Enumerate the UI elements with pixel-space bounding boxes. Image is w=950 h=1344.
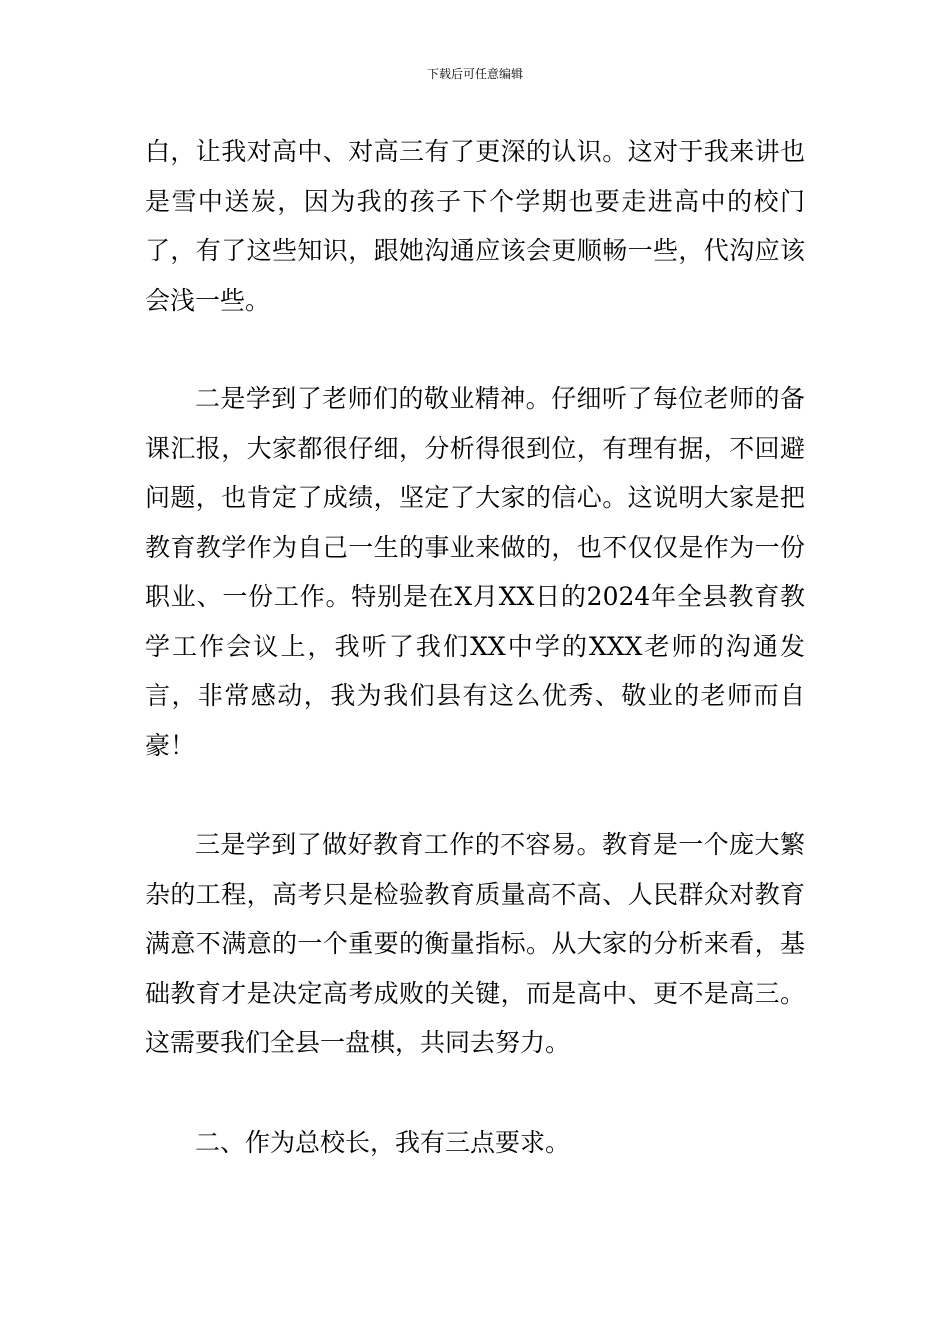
download-note: 下载后可任意编辑: [426, 67, 523, 81]
paragraph-dedication: 二是学到了老师们的敬业精神。仔细听了每位老师的备课汇报，大家都很仔细，分析得很到位，有理有据，不回避问题，也肯定了成绩，坚定了大家的信心。这说明大家是把教育教学作为自己一生的事业来做的，也不仅仅是作为一份职业、一份工作。特别是在X月XX日的2024年全县教育教学工作会议上，我听了我们XX中学的XXX老师的沟通发言，非常感动，我为我们县有这么优秀、敬业的老师而自豪！: [145, 384, 805, 760]
paragraph-continuation: 白，让我对高中、对高三有了更深的认识。这对于我来讲也是雪中送炭，因为我的孩子下个学期也要走进高中的校门了，有了这些知识，跟她沟通应该会更顺畅一些，代沟应该会浅一些。: [145, 137, 805, 315]
section-heading-requirements: 二、作为总校长，我有三点要求。: [195, 1128, 571, 1157]
paragraph-difficulty: 三是学到了做好教育工作的不容易。教育是一个庞大繁杂的工程，高考只是检验教育质量高不高、人民群众对教育满意不满意的一个重要的衡量指标。从大家的分析来看，基础教育才是决定高考成败的关键，而是高中、更不是高三。这需要我们全县一盘棋，共同去努力。: [145, 830, 805, 1057]
